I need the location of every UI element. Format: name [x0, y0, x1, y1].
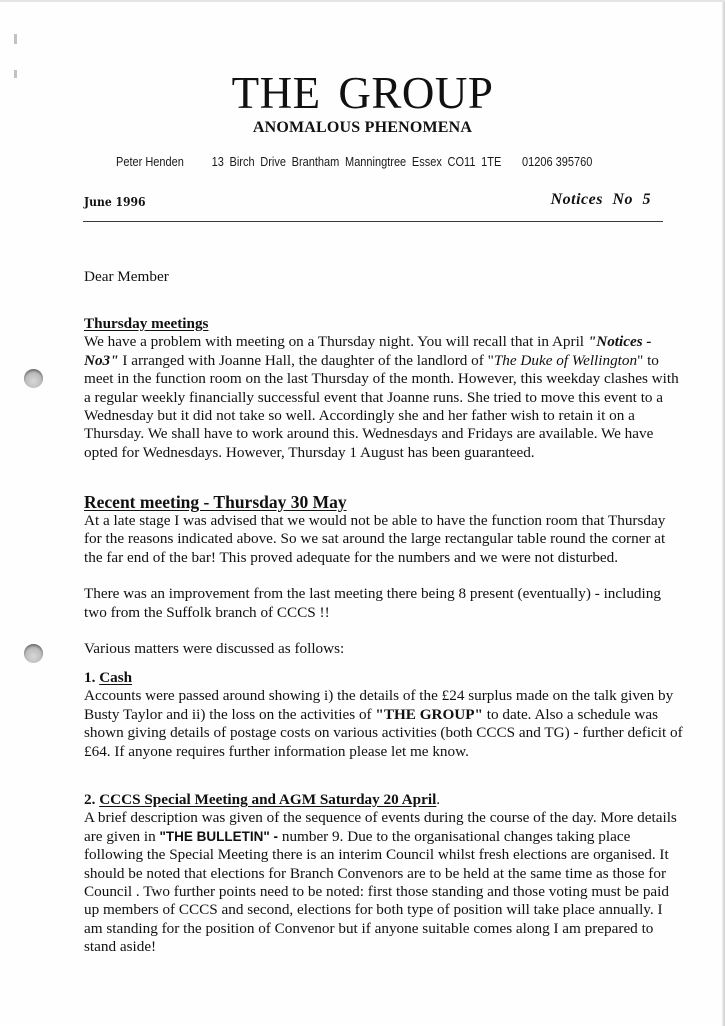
punch-hole-icon	[24, 644, 43, 663]
item-number: 2.	[84, 791, 96, 808]
issue-date: June 1996	[84, 195, 146, 209]
notice-number: Notices No 5	[550, 191, 651, 208]
section-paragraph	[84, 687, 684, 761]
contact-address: 13 Birch Drive Brantham Manningtree Essex CO11 1TE	[211, 155, 502, 169]
punch-hole-icon	[24, 369, 43, 388]
salutation-text: Dear Member	[84, 268, 169, 285]
section-heading: Recent meeting - Thursday 30 May	[84, 492, 347, 512]
contact-phone: 01206 395760	[521, 155, 593, 169]
notices-reference: "Notices - No3"	[84, 333, 652, 369]
heading-text: Cash	[99, 669, 133, 686]
item-number: 1.	[84, 669, 96, 686]
text-run: " to meet in the function room on the last Thursday of the month. However, this weekday clashes with a regular weekly financially successful event that Joanne runs. She tried to move this event to a Wednesday but it did not take so well. Accordingly she and her father wish to retain it on a Thursday. We shall have to work around this. Wednesdays and Fridays are available. We have opted for Wednesdays. However, Thursday 1 August has been guaranteed.	[84, 351, 679, 461]
pub-name: The Duke of Wellington	[493, 351, 638, 369]
section-paragraph	[84, 333, 684, 462]
section-paragraph: There was an improvement from the last meeting there being 8 present (eventually) - including two from the Suffolk branch of CCCS !!	[84, 585, 661, 621]
heading-text: CCCS Special Meeting and AGM Saturday 20 April	[99, 791, 437, 808]
section-heading	[84, 791, 684, 809]
group-name: "THE GROUP"	[375, 705, 483, 723]
text-run: to date. Also a schedule was shown giving details of postage costs on various activities (both CCCS and TG) - further deficit of £64. If anyone requires further information please let me know.	[84, 705, 683, 760]
contact-line	[116, 154, 592, 170]
text-run: number 9. Due to the organisational changes taking place following the Special Meeting there is an interim Council whilst fresh elections are organised. It should be noted that elections for Branch Convenors are to be held at the same time as those for Council . Two further points need to be noted: first those standing and those voting must be paid up members of CCCS and second, elections for both type of position will take place annually. I am standing for the position of Convenor but if anyone suitable comes along I am prepared to stand aside!	[84, 827, 669, 956]
header-divider	[83, 221, 663, 222]
section-recent-meeting	[84, 492, 684, 658]
section-cccs-meeting	[84, 791, 684, 957]
contact-name: Peter Henden	[116, 155, 184, 169]
text-run: I arranged with Joanne Hall, the daughter of the landlord of "	[118, 351, 494, 369]
section-thursday-meetings	[84, 315, 684, 462]
section-paragraph	[84, 809, 684, 956]
section-heading	[84, 669, 684, 687]
document-title: THE GROUP	[231, 68, 494, 118]
section-cash	[84, 669, 684, 761]
bulletin-name: "THE BULLETIN" -	[159, 828, 279, 844]
heading-suffix: .	[436, 791, 441, 808]
section-paragraph: Various matters were discussed as follows:	[84, 640, 345, 658]
text-run: We have a problem with meeting on a Thursday night. You will recall that in April	[84, 333, 588, 351]
text-run: A brief description was given of the sequence of events during the course of the day. More details are given in	[84, 809, 677, 845]
section-heading: Thursday meetings	[84, 315, 209, 332]
salutation	[84, 268, 684, 286]
scan-margin-mark	[14, 34, 17, 44]
text-run: Accounts were passed around showing i) the details of the £24 surplus made on the talk given by Busty Taylor and ii) the loss on the activities of	[84, 687, 674, 723]
section-paragraph: At a late stage I was advised that we would not be able to have the function room that Thursday for the reasons indicated above. So we sat around the large rectangular table round the corner at the far end of the bar! This proved adequate for the numbers and we were not disturbed.	[84, 512, 666, 566]
document-subtitle: ANOMALOUS PHENOMENA	[252, 119, 473, 136]
